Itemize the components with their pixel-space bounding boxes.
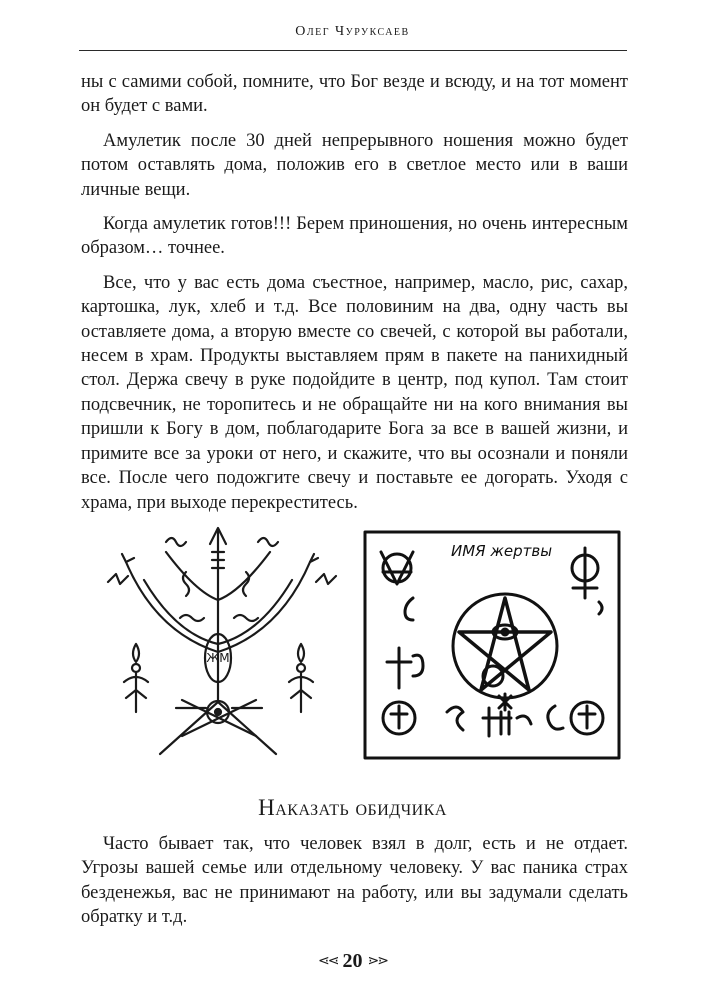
footer-ornament-left: ⋖⋖ bbox=[318, 954, 338, 969]
paragraph-1: ны с самими собой, помните, что Бог везде и всюду, и на тот момент он будет с вами. bbox=[81, 72, 628, 117]
footer-ornament-right: ⋗⋗ bbox=[367, 954, 387, 969]
page-number: 20 bbox=[342, 950, 363, 972]
section-title: Наказать обидчика bbox=[258, 795, 447, 820]
section-paragraph: Часто бывает так, что человек взял в долг, есть и не отдает. Угрозы вашей семье или отдельному человеку. У вас паника страх безденежья, вас не принимают на работу, или вы задумали сделать обратку и т.д. bbox=[81, 834, 628, 928]
sigil-figures bbox=[96, 522, 630, 767]
page-footer bbox=[0, 950, 705, 973]
section-text bbox=[81, 832, 628, 930]
paragraph-2: Амулетик после 30 дней непрерывного ношения можно будет потом оставлять дома, положив его в светлое место или в ваши личные вещи. bbox=[81, 130, 628, 200]
running-head: Олег Чуруксаев bbox=[295, 24, 410, 39]
paragraph-3: Когда амулетик готов!!! Берем приношения, но очень интересным образом… точнее. bbox=[81, 214, 628, 259]
left-sigil-drawing bbox=[96, 522, 354, 767]
left-sigil-letters: ЖМ bbox=[206, 651, 230, 665]
body-text bbox=[81, 70, 628, 525]
paragraph-4: Все, что у вас есть дома съестное, например, масло, рис, сахар, картошка, лук, хлеб и т.д. Все половиним на два, одну часть вы оставляете дома, а вторую вместе со свечей, с которой вы работали, несем в храм. Продукты выставляем прям в пакете на панихидный стол. Держа свечу в руке подойдите в центр, под купол. Там стоит подсвечник, не торопитесь и не обращайте ни на кого внимания вы пришли к Богу в дом, поблагодарите Бога за все в вашей жизни, и примите все за уроки от него, и скажите, что вы осознали и поняли все. После чего подожгите свечу и поставьте ее догорать. Уходя с храма, при выходе перекреститесь. bbox=[81, 272, 628, 513]
right-sigil-drawing bbox=[359, 528, 625, 763]
header-rule bbox=[79, 50, 627, 51]
right-sigil-label: ИМЯ жертвы bbox=[451, 542, 553, 560]
